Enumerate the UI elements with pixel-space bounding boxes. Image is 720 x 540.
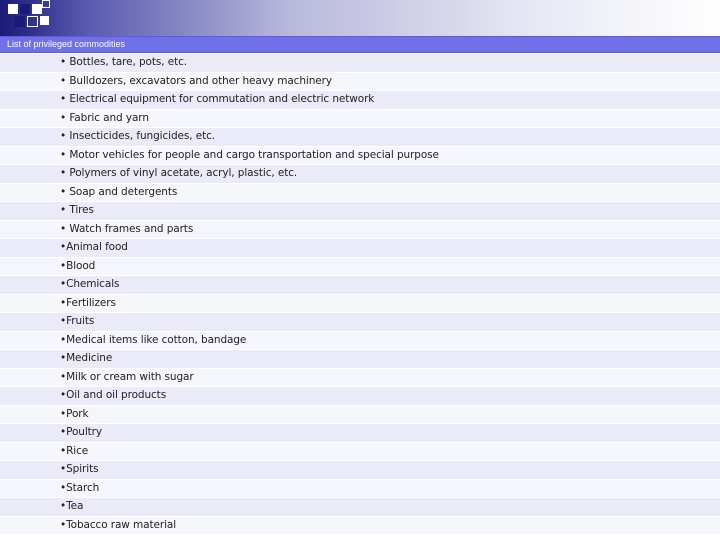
- table-row: [0, 258, 720, 277]
- table-row: [0, 110, 720, 129]
- table-row: [0, 91, 720, 110]
- table-row: [0, 480, 720, 499]
- title-bar: [0, 36, 720, 53]
- table-row: [0, 406, 720, 425]
- table-row: [0, 184, 720, 203]
- commodity-item: •Spirits: [60, 463, 99, 475]
- commodity-list: [0, 54, 720, 535]
- table-row: [0, 517, 720, 536]
- table-row: [0, 350, 720, 369]
- table-row: [0, 313, 720, 332]
- table-row: [0, 498, 720, 517]
- commodity-item: • Electrical equipment for commutation and electric network: [60, 93, 375, 105]
- commodity-item: •Rice: [60, 444, 89, 457]
- commodity-item: •Medical items like cotton, bandage: [60, 333, 247, 346]
- table-row: [0, 239, 720, 258]
- table-row: [0, 147, 720, 166]
- commodity-item: • Bottles, tare, pots, etc.: [60, 56, 188, 68]
- commodity-item: • Tires: [60, 204, 94, 216]
- commodity-item: •Tea: [60, 500, 84, 512]
- commodity-item: • Motor vehicles for people and cargo transportation and special purpose: [60, 148, 439, 161]
- commodity-item: •Pork: [60, 407, 89, 420]
- commodity-item: •Oil and oil products: [60, 389, 167, 401]
- table-row: [0, 276, 720, 295]
- table-row: [0, 424, 720, 443]
- table-row: [0, 443, 720, 462]
- table-row: [0, 369, 720, 388]
- table-row: [0, 165, 720, 184]
- commodity-item: •Fruits: [60, 315, 95, 327]
- table-row: [0, 202, 720, 221]
- commodity-item: •Tobacco raw material: [60, 518, 177, 531]
- commodity-item: •Chemicals: [60, 278, 120, 290]
- header-band: [0, 0, 720, 36]
- slide-title: List of privileged commodities: [7, 39, 126, 49]
- commodity-item: •Blood: [60, 259, 96, 272]
- table-row: [0, 461, 720, 480]
- commodity-item: •Fertilizers: [60, 296, 116, 309]
- commodity-item: •Poultry: [60, 426, 102, 438]
- table-row: [0, 221, 720, 240]
- commodity-item: • Insecticides, fungicides, etc.: [60, 130, 216, 142]
- table-row: [0, 73, 720, 92]
- commodity-item: •Medicine: [60, 352, 113, 364]
- commodity-item: •Milk or cream with sugar: [60, 370, 194, 383]
- table-row: [0, 128, 720, 147]
- table-row: [0, 295, 720, 314]
- commodity-item: • Soap and detergents: [60, 185, 178, 198]
- table-row: [0, 54, 720, 73]
- commodity-item: • Polymers of vinyl acetate, acryl, plastic, etc.: [60, 167, 298, 179]
- table-row: [0, 332, 720, 351]
- commodity-item: • Watch frames and parts: [60, 222, 194, 235]
- table-row: [0, 387, 720, 406]
- commodity-item: •Starch: [60, 481, 100, 494]
- commodity-item: • Bulldozers, excavators and other heavy machinery: [60, 74, 332, 87]
- commodity-item: •Animal food: [60, 241, 128, 253]
- commodity-item: • Fabric and yarn: [60, 111, 149, 124]
